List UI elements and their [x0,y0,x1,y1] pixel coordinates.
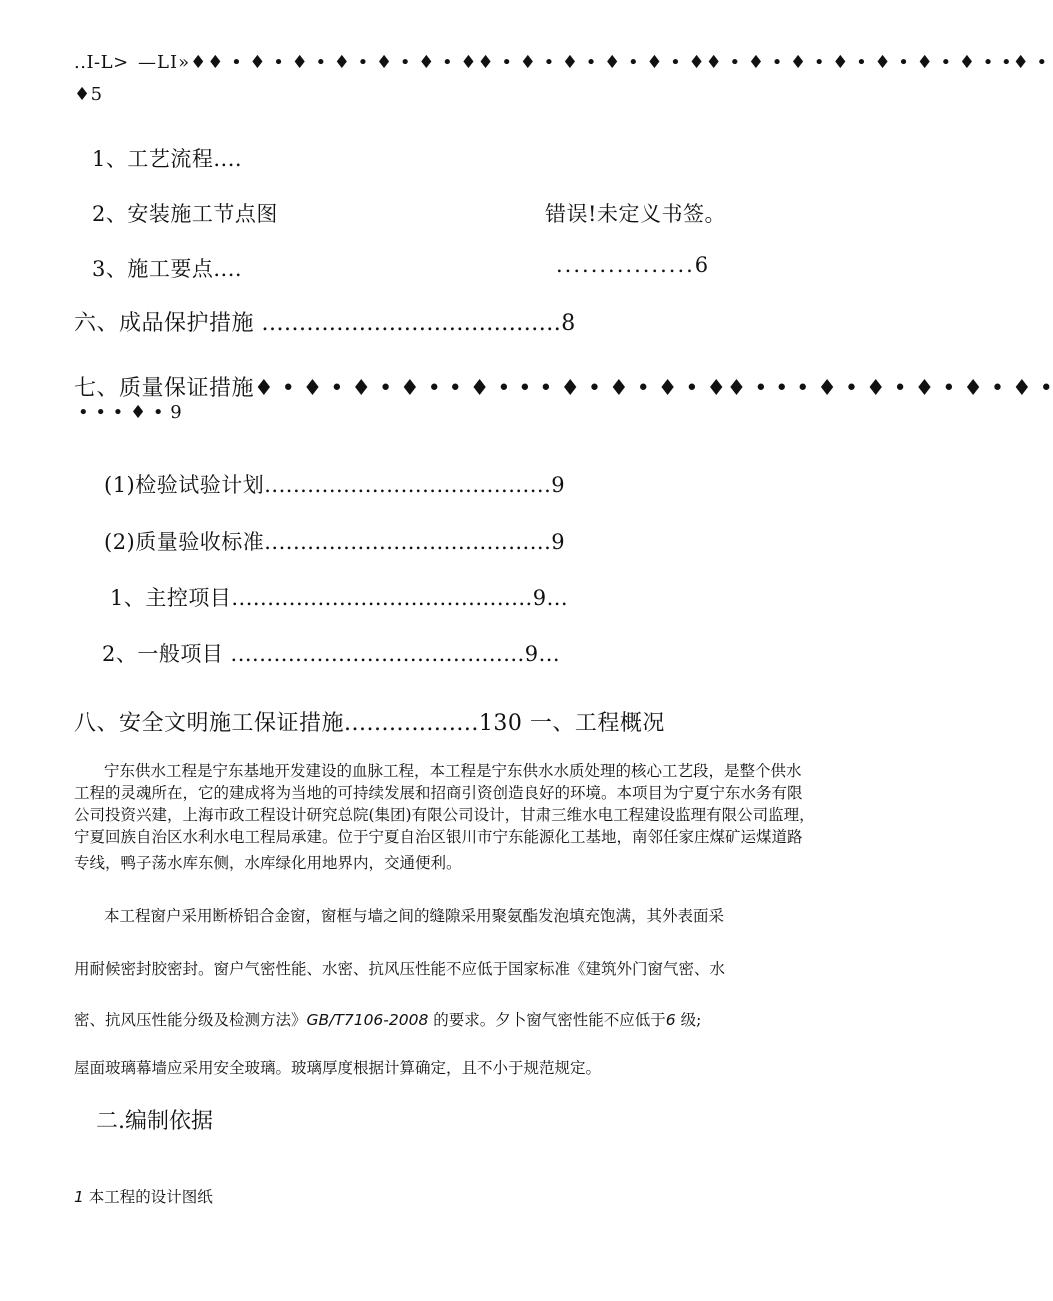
paragraph-window-line: 屋面玻璃幕墙应采用安全玻璃。玻璃厚度根据计算确定，且不小于规范规定。 [74,1059,602,1077]
standard-code: GB/T7106-2008 [306,1011,429,1029]
section-heading-basis: 二.编制依据 [96,1109,213,1134]
toc-line-page: ♦5 [74,84,103,105]
toc-item-key-points: 3、施工要点.... [92,257,243,281]
toc-sub-main-items: 1、主控项目..........................................9... [110,586,569,610]
toc-section-6: 六、成品保护措施 ........................................8 [74,311,576,336]
list-item [74,1186,213,1208]
toc-sub-test-plan: (1)检验试验计划........................................9 [104,473,566,497]
paragraph-window-line: 本工程窗户采用断桥铝合金窗，窗框与墙之间的缝隙采用聚氨酯发泡填充饱满，其外表面采 [104,907,725,925]
toc-sub-acceptance-standard: (2)质量验收标准........................................9 [104,530,566,554]
toc-section-7-page: • • • ♦ • 9 [78,402,183,423]
window-standard-text: 的要求。夕卜窗气密性能不应低于 [428,1011,666,1029]
paragraph-window-line: 用耐候密封胶密封。窗户气密性能、水密、抗风压性能不应低于国家标准《建筑外门窗气密、水 [74,960,726,978]
toc-item-key-points-page: ................6 [556,253,711,277]
window-standard-text: 级; [675,1011,702,1029]
window-standard-text: 密、抗风压性能分级及检测方法》 [74,1011,307,1029]
toc-line-leader-a: ..I-L> [74,52,129,73]
toc-item-process-flow: 1、工艺流程.... [92,147,243,171]
list-item-number: 1 [74,1188,84,1206]
toc-item-node-diagram: 2、安装施工节点图 [92,202,278,226]
airtightness-grade: 6 [665,1011,676,1029]
paragraph-window-line [74,1009,701,1031]
toc-section-8: 八、安全文明施工保证措施..................130 一、工程概况 [74,711,665,736]
toc-item-node-diagram-page: 错误!未定义书签。 [545,202,726,226]
paragraph-overview-line: 公司投资兴建，上海市政工程设计研究总院(集团)有限公司设计，甘肃三维水电工程建设监理有限公司监理， [74,806,815,824]
paragraph-overview-line: 工程的灵魂所在，它的建成将为当地的可持续发展和招商引资创造良好的环境。本项目为宁夏宁东水务有限 [74,784,803,802]
paragraph-overview-line: 宁东供水工程是宁东基地开发建设的血脉工程，本工程是宁东供水水质处理的核心工艺段，是整个供水 [104,762,802,780]
list-item-text: 本工程的设计图纸 [83,1188,213,1206]
toc-section-7: 七、质量保证措施♦ • ♦ • ♦ • ♦ • • ♦ • • • ♦ • ♦ • ♦ • ♦♦ • • • ♦ • ♦ • ♦ • ♦ • ♦ • [74,376,1053,401]
toc-line-leader-b: —LI»♦♦ • ♦ • ♦ • ♦ • ♦ • ♦ • ♦♦ • ♦ • ♦ • ♦ • ♦ • ♦♦ • ♦ • ♦ • ♦ • ♦ • ♦ • ♦ • •♦ • [138,52,1049,73]
toc-sub-general-items: 2、一般项目 .........................................9... [102,642,561,666]
paragraph-overview-line: 宁夏回族自治区水利水电工程局承建。位于宁夏自治区银川市宁东能源化工基地，南邻任家庄煤矿运煤道路 [74,828,803,846]
paragraph-overview-line: 专线，鸭子荡水库东侧，水库绿化用地界内，交通便利。 [74,854,462,872]
